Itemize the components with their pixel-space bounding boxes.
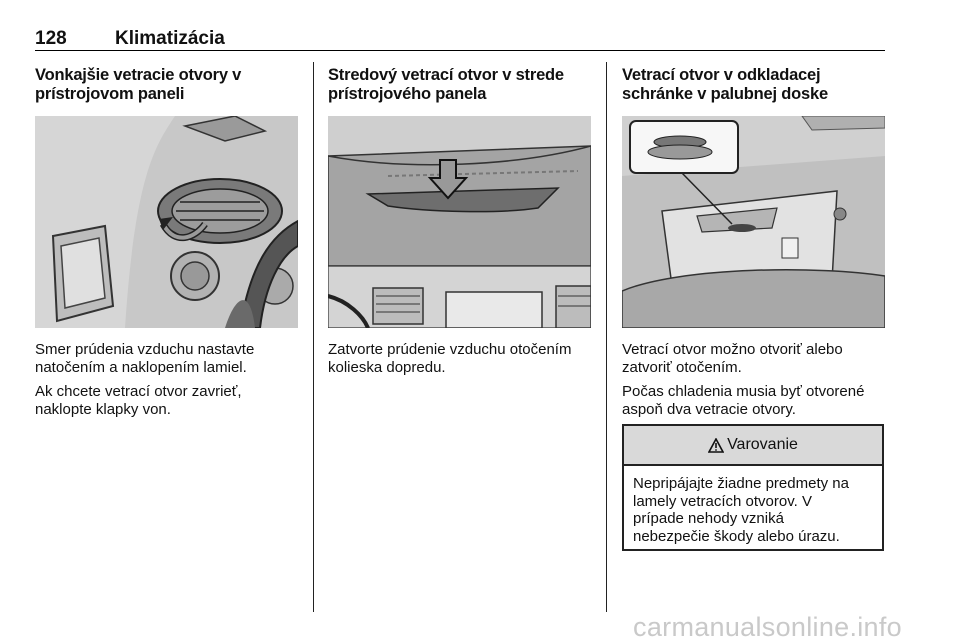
section-heading: Stredový vetrací otvor v strede prístrojového panela	[328, 66, 564, 103]
glovebox-vent-illustration	[622, 116, 885, 328]
warning-title: Varovanie	[727, 436, 798, 453]
warning-header	[624, 426, 882, 466]
column-divider	[313, 62, 314, 612]
warning-text: Nepripájajte žiadne predmety na lamely vetracích otvorov. V prípade nehody vzniká nebezpečie škody alebo úrazu.	[633, 475, 849, 545]
paragraph: Počas chladenia musia byť otvorené aspoň dva vetracie otvory.	[622, 383, 865, 418]
section-glovebox-vent	[622, 66, 892, 104]
paragraph: Zatvorte prúdenie vzduchu otočením kolieska dopredu.	[328, 341, 572, 376]
paragraph: Smer prúdenia vzduchu nastavte natočením a naklopením lamiel.	[35, 341, 255, 376]
section-center-vent	[328, 66, 598, 104]
section-heading: Vetrací otvor v odkladacej schránke v palubnej doske	[622, 66, 828, 103]
section-outer-vents	[35, 66, 305, 104]
section-heading: Vonkajšie vetracie otvory v prístrojovom paneli	[35, 66, 242, 103]
center-vent-illustration	[328, 116, 591, 328]
watermark: carmanualsonline.info	[633, 612, 902, 642]
page-number: 128	[35, 28, 67, 49]
page-header	[35, 28, 885, 51]
paragraph: Vetrací otvor možno otvoriť alebo zatvoriť otočením.	[622, 341, 843, 376]
chapter-title: Klimatizácia	[115, 28, 225, 49]
outer-vent-illustration	[35, 116, 298, 328]
column-divider	[606, 62, 607, 612]
paragraph: Ak chcete vetrací otvor zavrieť, naklopte klapky von.	[35, 383, 242, 418]
warning-box	[622, 424, 884, 551]
warning-icon	[708, 438, 724, 453]
